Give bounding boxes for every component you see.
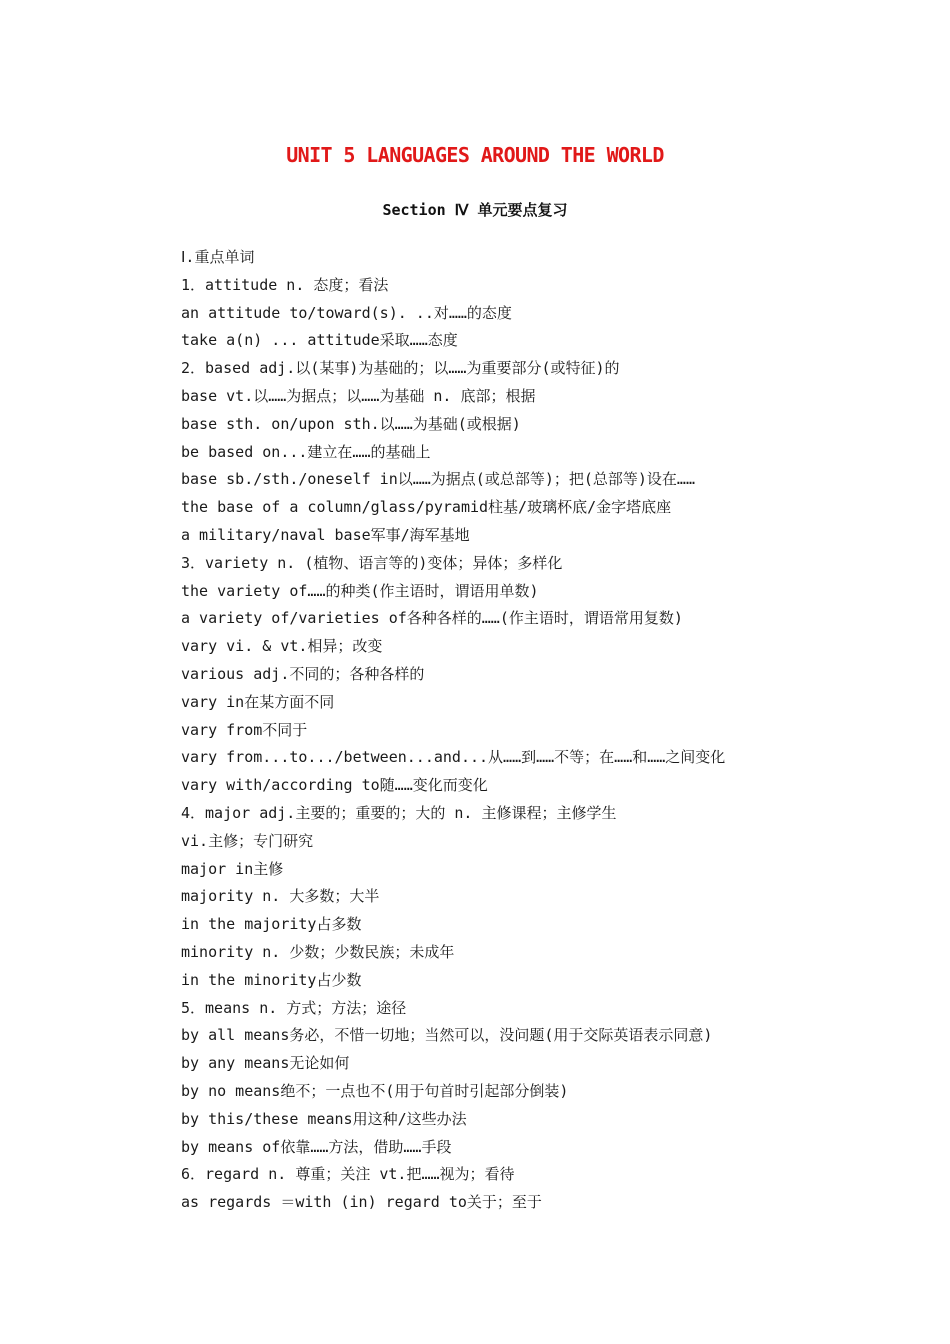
vocab-line: 2．based adj.以(某事)为基础的；以……为重要部分(或特征)的 — [181, 359, 620, 378]
vocab-line: 6．regard n. 尊重；关注 vt.把……视为；看待 — [181, 1165, 515, 1184]
vocab-line: as regards ＝with (in) regard to关于；至于 — [181, 1193, 542, 1212]
vocab-line: base sth. on/upon sth.以……为基础(或根据) — [181, 414, 521, 433]
vocab-line: a variety of/varieties of各种各样的……(作主语时，谓语常用复数) — [181, 609, 683, 628]
vocab-line: base vt.以……为据点；以……为基础 n. 底部；根据 — [181, 386, 536, 405]
unit-title: UNIT 5 LANGUAGES AROUND THE WORLD — [286, 143, 664, 167]
vocab-line: 4．major adj.主要的；重要的；大的 n. 主修课程；主修学生 — [181, 803, 617, 822]
vocab-line: 5．means n. 方式；方法；途径 — [181, 998, 407, 1017]
vocab-line: 1．attitude n. 态度；看法 — [181, 275, 389, 294]
vocabulary-list — [181, 244, 901, 1217]
vocab-line: Ⅰ.重点单词 — [181, 248, 255, 266]
vocab-line: by all means务必，不惜一切地；当然可以，没问题(用于交际英语表示同意) — [181, 1026, 713, 1045]
vocab-line: by any means无论如何 — [181, 1054, 350, 1073]
vocab-line: a military/naval base军事/海军基地 — [181, 525, 470, 544]
vocab-line: majority n. 大多数；大半 — [181, 887, 380, 906]
vocab-line: major in主修 — [181, 859, 284, 878]
vocab-line: be based on...建立在……的基础上 — [181, 442, 431, 461]
vocab-line: base sb./sth./oneself in以……为据点(或总部等)；把(总部等)设在…… — [181, 470, 695, 489]
vocab-line: in the majority占多数 — [181, 915, 362, 934]
vocab-line: vary from不同于 — [181, 720, 308, 739]
vocab-line: vary vi. & vt.相异；改变 — [181, 637, 383, 656]
vocab-line: by this/these means用这种/这些办法 — [181, 1109, 467, 1128]
vocab-line: the base of a column/glass/pyramid柱基/玻璃杯底/金字塔底座 — [181, 498, 672, 517]
vocab-line: vary from...to.../between...and...从……到……不等；在……和……之间变化 — [181, 748, 726, 767]
vocab-line: by means of依靠……方法，借助……手段 — [181, 1137, 452, 1156]
vocab-line: 3．variety n. (植物、语言等的)变体；异体；多样化 — [181, 553, 563, 572]
vocab-line: in the minority占少数 — [181, 970, 362, 989]
vocab-line: vi.主修；专门研究 — [181, 831, 314, 850]
section-subtitle: Section Ⅳ 单元要点复习 — [382, 201, 568, 219]
vocab-line: minority n. 少数；少数民族；未成年 — [181, 942, 455, 961]
vocab-line: an attitude to/toward(s). ..对……的态度 — [181, 303, 512, 322]
vocab-line: the variety of……的种类(作主语时，谓语用单数) — [181, 581, 539, 600]
vocab-line: vary with/according to随……变化而变化 — [181, 776, 488, 795]
vocab-line: vary in在某方面不同 — [181, 692, 335, 711]
vocab-line: take a(n) ... attitude采取……态度 — [181, 331, 458, 350]
vocab-line: by no means绝不；一点也不(用于句首时引起部分倒装) — [181, 1081, 569, 1100]
vocab-line: various adj.不同的；各种各样的 — [181, 664, 425, 683]
